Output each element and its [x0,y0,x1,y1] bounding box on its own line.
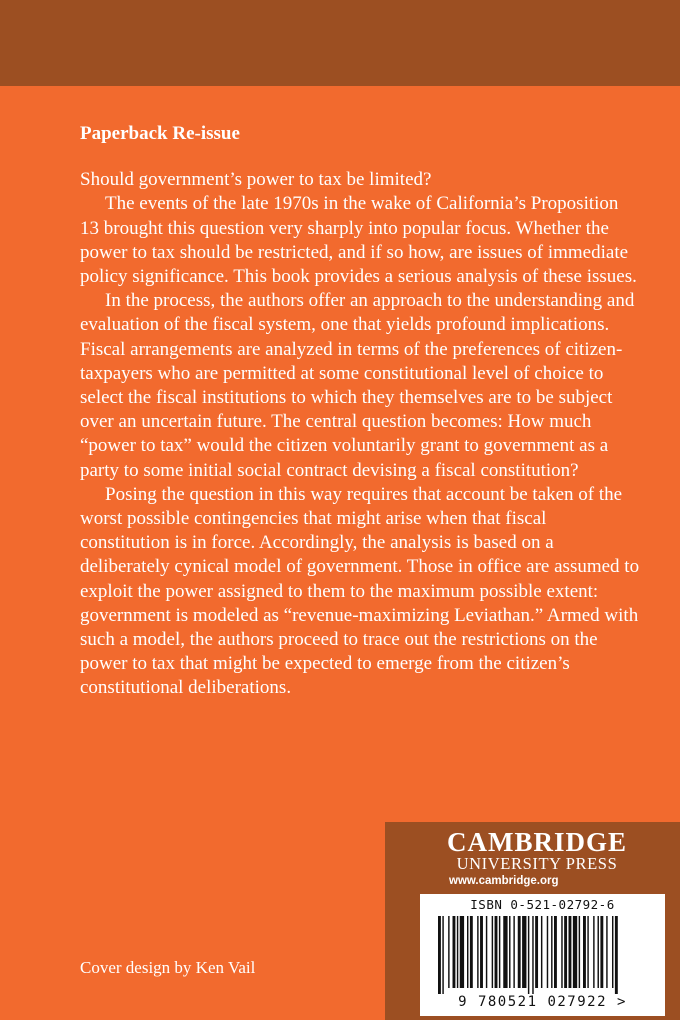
barcode-bar [583,916,586,988]
top-band [0,0,680,86]
blurb-paragraph-4: Posing the question in this way requires that account be taken of the worst possible contingencies that might arise when that fiscal constitution is in force. Accordingly, the analysis is based on a deliberately cynical model of government. Those in office are assumed to exploit the power assigned to them to the maximum possible extent: government is modeled as “revenue-maximizing Leviathan.” Armed with such a model, the authors proceed to trace out the restrictions on the power to tax that might be expected to emerge from the citizen’s constitutional deliberations. [80,483,640,699]
barcode-bar [615,916,618,994]
barcode-bar [541,916,542,988]
barcode-bar [457,916,458,988]
publisher-logo-name: CAMBRIDGE [446,827,627,857]
barcode-bar [573,916,577,988]
barcode-bar [561,916,562,988]
barcode-bar [495,916,498,988]
publisher-url: www.cambridge.org [449,875,559,887]
barcode-bar [503,916,507,988]
barcode-bar [612,916,613,988]
barcode-bar [587,916,588,988]
blurb-paragraph-1: Should government’s power to tax be limited? [80,169,432,191]
blurb-paragraph-2: The events of the late 1970s in the wake of California’s Proposition 13 brought this question very sharply into popular focus. Whether the power to tax should be restricted, and if so how, are issues of immediate policy significance. This book provides a serious analysis of these issues. [80,193,637,288]
barcode-bar [509,916,510,988]
barcode-bar [470,916,473,988]
barcode-bar [486,916,487,988]
barcode-bar [442,916,443,994]
barcode-image [428,916,657,994]
barcode-bar [480,916,483,988]
barcode-bar [532,916,533,994]
barcode-digits: 9 780521 027922 > [458,994,627,1010]
barcode-bar [593,916,594,988]
barcode-bar [477,916,478,988]
barcode-bar [600,916,603,988]
barcode-bar [554,916,557,988]
cover-design-credit: Cover design by Ken Vail [80,958,256,977]
barcode-bar [547,916,548,988]
blurb-heading: Paperback Re-issue [80,123,240,144]
publisher-box [385,822,680,1020]
barcode-bar [528,916,529,994]
barcode-bar [569,916,572,988]
barcode-bar [535,916,538,988]
barcode-bar [499,916,500,988]
barcode-bar [551,916,552,988]
barcode-bar [564,916,567,988]
barcode-bar [579,916,580,988]
back-cover-blurb [80,122,640,701]
barcode-bar [492,916,493,988]
barcode-bar [453,916,456,988]
barcode-bar [448,916,449,988]
barcode-bar [518,916,521,988]
barcode-bar [467,916,468,988]
barcode-bar [606,916,607,988]
barcode-bar [598,916,599,988]
isbn-label: ISBN 0-521-02792-6 [470,897,615,912]
barcode-bar [438,916,441,994]
barcode-panel [420,894,665,1016]
publisher-logo-subtitle: UNIVERSITY PRESS [456,854,618,873]
barcode-bar [460,916,464,988]
barcode-bar [522,916,526,988]
blurb-paragraph-3: In the process, the authors offer an approach to the understanding and evaluation of the fiscal system, one that yields profound implications. Fiscal arrangements are analyzed in terms of the preferences of citizen-taxpayers who are permitted at some constitutional level of choice to select the fiscal institutions to which they themselves are to be subject over an uncertain future. The central question becomes: How much “power to tax” would the citizen voluntarily grant to government as a party to some initial social contract devising a fiscal constitution? [80,290,635,481]
barcode-bar [513,916,514,988]
